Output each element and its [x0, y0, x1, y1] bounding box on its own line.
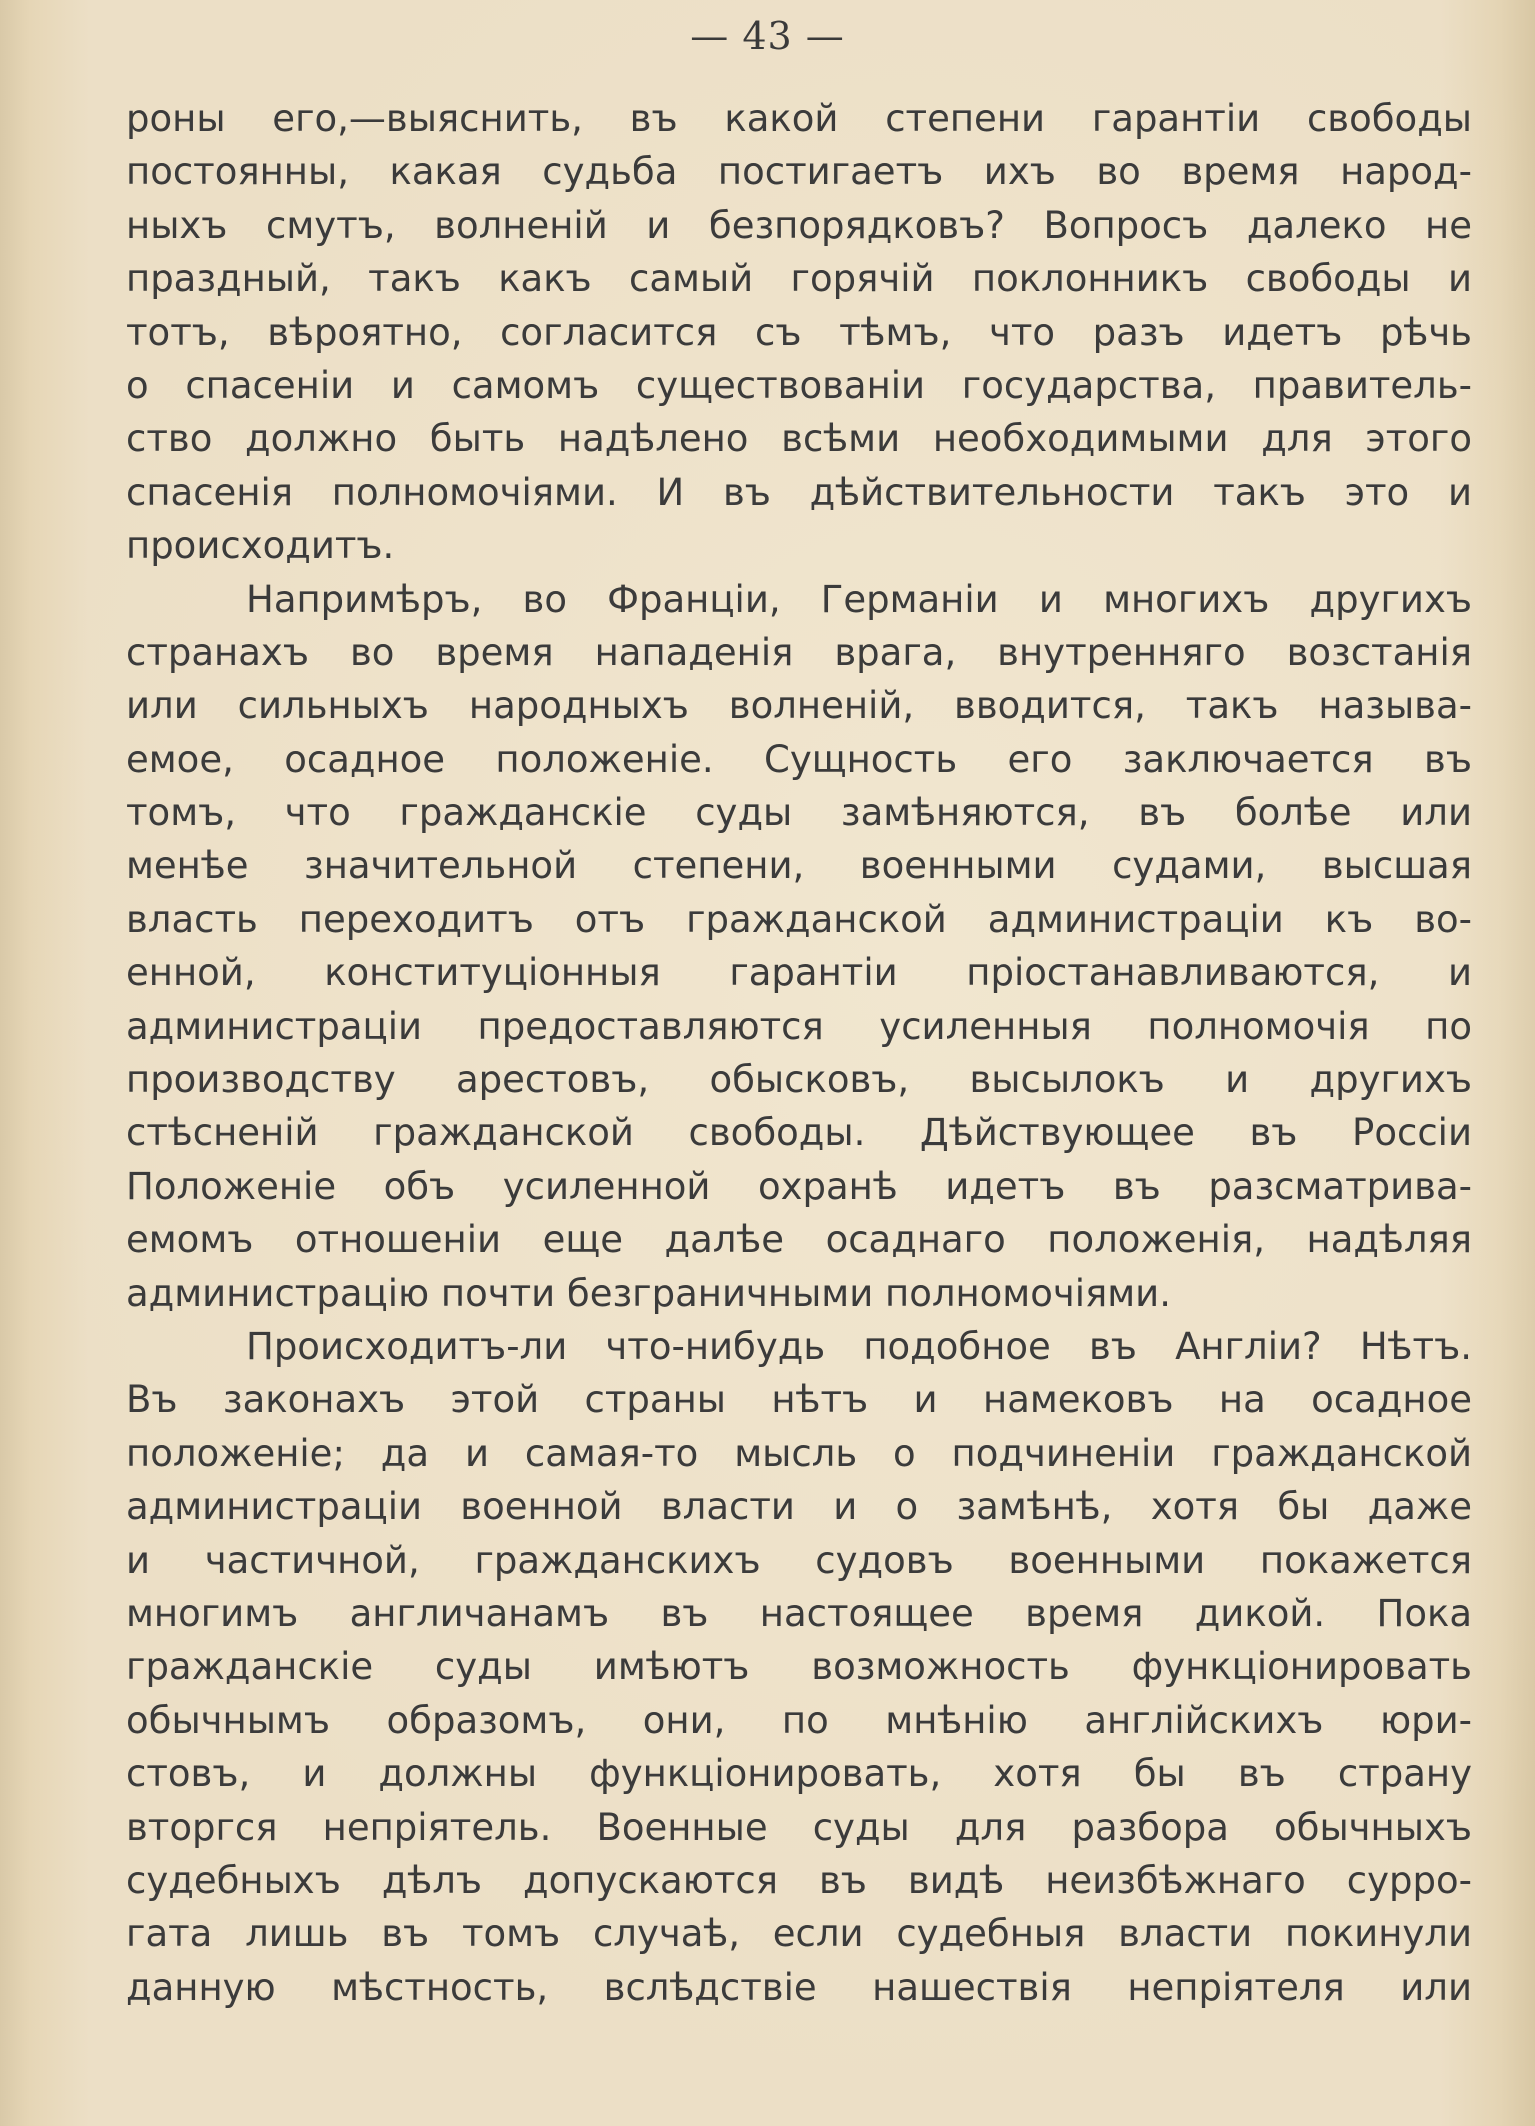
text-line: стовъ, и должны функціонировать, хотя бы въ страну — [126, 1752, 1472, 1796]
text-line: емомъ отношеніи еще далѣе осаднаго положенія, надѣляя — [126, 1218, 1472, 1262]
text-line: администрацію почти безграничными полномочіями. — [126, 1271, 1171, 1315]
text-line: енной, конституціонныя гарантіи пріостанавливаются, и — [126, 951, 1472, 995]
text-line: стѣсненій гражданской свободы. Дѣйствующее въ Россіи — [126, 1111, 1472, 1155]
text-line: постоянны, какая судьба постигаетъ ихъ во время народ- — [126, 150, 1472, 194]
text-line: власть переходитъ отъ гражданской администраціи къ во- — [126, 897, 1472, 941]
text-line: странахъ во время нападенія врага, внутренняго возстанія — [126, 630, 1472, 674]
text-line: менѣе значительной степени, военными судами, высшая — [126, 844, 1472, 888]
text-line: ство должно быть надѣлено всѣми необходимыми для этого — [126, 417, 1472, 461]
text-line: многимъ англичанамъ въ настоящее время дикой. Пока — [126, 1591, 1472, 1635]
text-line: производству арестовъ, обысковъ, высылокъ и другихъ — [126, 1058, 1472, 1102]
text-line: администраціи военной власти и о замѣнѣ, хотя бы даже — [126, 1485, 1472, 1529]
text-line: о спасеніи и самомъ существованіи государства, правитель- — [126, 363, 1472, 407]
text-line: судебныхъ дѣлъ допускаются въ видѣ неизбѣжнаго сурро- — [126, 1858, 1472, 1902]
text-line: гражданскіе суды имѣютъ возможность функціонировать — [126, 1645, 1472, 1689]
text-line: роны его,—выяснить, въ какой степени гарантіи свободы — [126, 97, 1472, 140]
text-line: Происходитъ-ли что-нибудь подобное въ Англіи? Нѣтъ. — [246, 1324, 1472, 1368]
paragraph-1 — [126, 92, 1472, 573]
text-line: и частичной, гражданскихъ судовъ военными покажется — [126, 1538, 1472, 1582]
text-line: спасенія полномочіями. И въ дѣйствительности такъ это и — [126, 470, 1472, 514]
text-line: ныхъ смутъ, волненій и безпорядковъ? Вопросъ далеко не — [126, 203, 1472, 247]
text-line: Напримѣръ, во Франціи, Германіи и многихъ другихъ — [246, 577, 1472, 621]
text-line: гата лишь въ томъ случаѣ, если судебныя власти покинули — [126, 1912, 1472, 1956]
text-line: Положеніе объ усиленной охранѣ идетъ въ разсматривa- — [126, 1164, 1472, 1208]
text-line: или сильныхъ народныхъ волненій, вводится, такъ называ- — [126, 684, 1472, 728]
page-number: — 43 — — [690, 14, 845, 58]
text-line: томъ, что гражданскіе суды замѣняются, въ болѣе или — [126, 791, 1472, 835]
text-line: емое, осадное положеніе. Сущность его заключается въ — [126, 737, 1472, 781]
text-line: происходитъ. — [126, 524, 395, 568]
text-line: положеніе; да и самая-то мысль о подчиненіи гражданской — [126, 1431, 1472, 1475]
body-text — [126, 92, 1472, 2014]
text-line: вторгся непріятель. Военные суды для разбора обычныхъ — [126, 1805, 1472, 1849]
text-line: обычнымъ образомъ, они, по мнѣнію англійскихъ юри- — [126, 1698, 1472, 1742]
text-line: тотъ, вѣроятно, согласится съ тѣмъ, что разъ идетъ рѣчь — [126, 310, 1472, 354]
text-line: Въ законахъ этой страны нѣтъ и намековъ на осадное — [126, 1378, 1472, 1422]
paragraph-3 — [126, 1320, 1472, 2014]
text-line: праздный, такъ какъ самый горячій поклонникъ свободы и — [126, 257, 1472, 301]
paragraph-2 — [126, 573, 1472, 1320]
text-line: администраціи предоставляются усиленныя полномочія по — [126, 1004, 1472, 1048]
text-line: данную мѣстность, вслѣдствіе нашествія непріятеля или — [126, 1965, 1472, 2009]
